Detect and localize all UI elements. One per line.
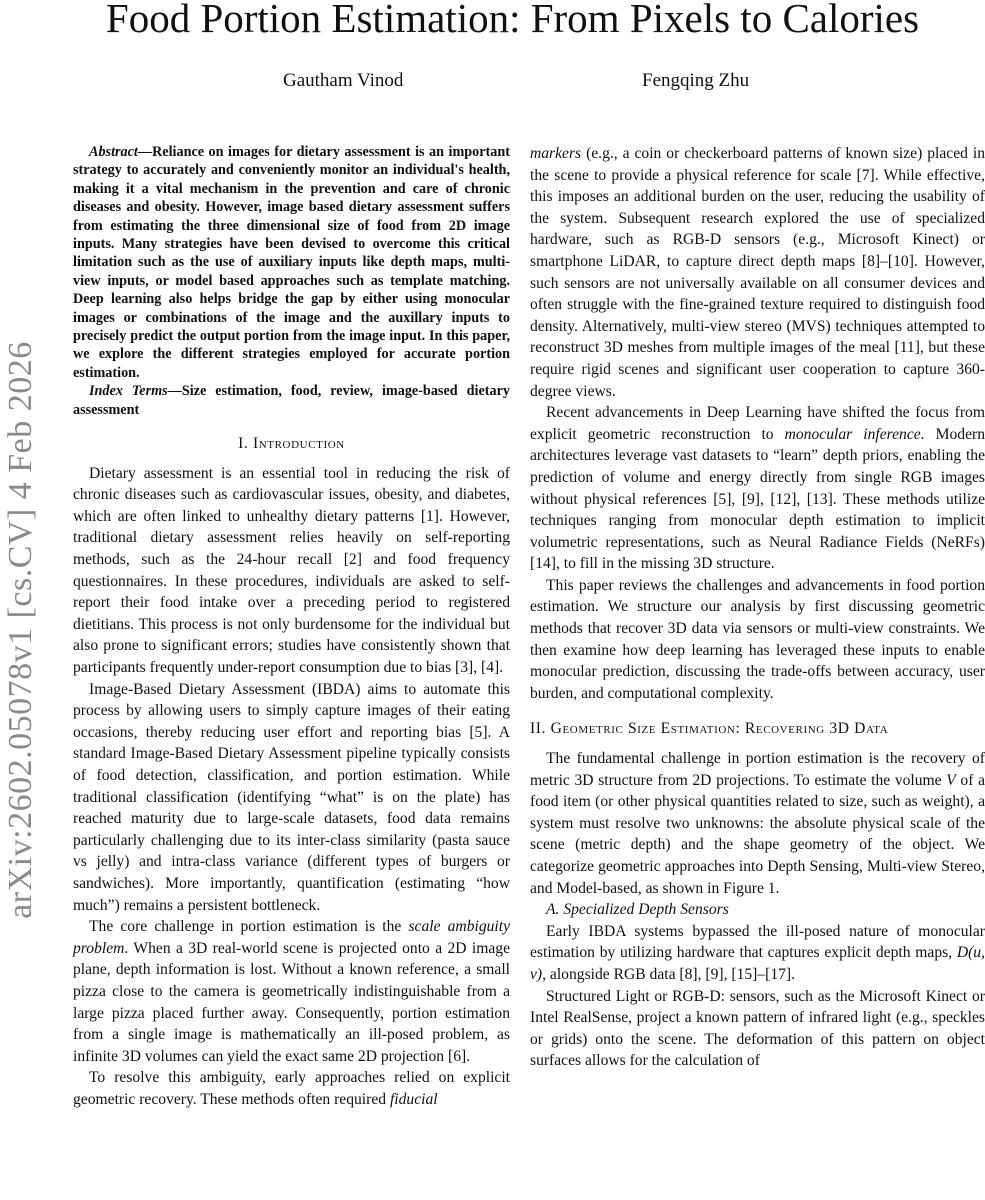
math-depth-map: D(u, v): [530, 944, 985, 983]
index-terms-text: —Size estimation, food, review, image-based dietary assessment: [73, 383, 510, 418]
author-2: Fengqing Zhu: [642, 70, 750, 91]
paragraph: [73, 1067, 510, 1110]
emphasis-fiducial: fiducial: [389, 1090, 438, 1108]
index-terms-label: Index Terms: [89, 383, 168, 400]
paragraph: Structured Light or RGB-D: sensors, such as the Microsoft Kinect or Intel RealSense, project a known pattern of infrared light (e.g., speckles or grids) onto the scene. The deformation of this pattern on object surfaces allows for the calculation of: [530, 987, 985, 1070]
paragraph: [530, 143, 985, 402]
abstract-label: Abstract: [89, 144, 138, 160]
section-heading-geometric: [530, 718, 985, 740]
section-title: Introduction: [252, 435, 345, 453]
paragraph: This paper reviews the challenges and advancements in food portion estimation. We structure our analysis by first discussing geometric methods that recover 3D data via sensors or multi-view constraints. We then examine how deep learning has leveraged these inputs to enable monocular prediction, discussing the trade-offs between accuracy, user burden, and computational complexity.: [530, 576, 985, 702]
paragraph-text: . Modern architectures leverage vast datasets to “learn” depth priors, enabling the prediction of volume and energy directly from single RGB images without physical references [5], [9], [12], [13]. These methods utilize techniques ranging from monocular depth estimation to implicit volumetric representations, such as Neural Radiance Fields (NeRFs) [14], to fill in the missing 3D structure.: [530, 425, 985, 573]
abstract: [73, 143, 510, 382]
paragraph: [73, 916, 510, 1067]
paragraph-text: of a food item (or other physical quantities related to size, such as weight), a system must resolve two unknowns: the absolute physical scale of the scene (metric depth) and the shape geometry of the object. We categorize geometric approaches into Depth Sensing, Multi-view Stereo, and Model-based, as shown in Figure 1.: [530, 771, 985, 897]
abstract-text: —Reliance on images for dietary assessment is an important strategy to accurately and conveniently monitor an individual's health, making it a vital mechanism in the prevention and care of chronic diseases and obesity. However, image based dietary assessment suffers from estimating the three dimensional size of food from 2D image inputs. Many strategies have been devised to overcome this critical limitation such as the use of auxiliary inputs like depth maps, multi-view inputs, or model based approaches such as template matching. Deep learning also helps bridge the gap by either using monocular images or combinations of the image and the auxillary inputs to precisely predict the output portion from the image input. In this paper, we explore the different strategies employed for accurate portion estimation.: [73, 144, 510, 381]
emphasis-monocular-inference: monocular inference: [784, 425, 921, 443]
paragraph: [530, 402, 985, 575]
paragraph-text: To resolve this ambiguity, early approaches relied on explicit geometric recovery. These methods often required: [73, 1069, 510, 1108]
section-number: II.: [530, 720, 551, 738]
author-1: Gautham Vinod: [283, 70, 404, 91]
index-terms: [73, 382, 510, 419]
arxiv-identifier-text: arXiv:2602.05078v1 [cs.CV] 4 Feb 2026: [2, 341, 39, 919]
paragraph-text: The core challenge in portion estimation is the: [89, 918, 409, 936]
paragraph-text: Early IBDA systems bypassed the ill-posed nature of monocular estimation by utilizing hardware that captures explicit depth maps,: [530, 922, 985, 962]
paragraph-text: (e.g., a coin or checkerboard patterns of known size) placed in the scene to provide a physical reference for scale [7]. While effective, this imposes an additional burden on the user, reducing the usability of the system. Subsequent research explored the use of specialized hardware, such as RGB-D sensors (e.g., Microsoft Kinect) or smartphone LiDAR, to capture direct depth maps [8]–[10]. However, such sensors are not universally available on all consumer devices and often struggle with the fine-grained texture required to distinguish food density. Alternatively, multi-view stereo (MVS) techniques attempted to reconstruct 3D meshes from multiple images of the meal [11], but these require rigid scenes and significant user cooperation to capture 360-degree views.: [530, 145, 985, 400]
paragraph: [530, 921, 985, 986]
paragraph: Image-Based Dietary Assessment (IBDA) aims to automate this process by allowing users to simply capture images of their eating occasions, thereby reducing user effort and reporting bias [5]. A standard Image-Based Dietary Assessment pipeline typically consists of food detection, classification, and portion estimation. While traditional classification (identifying “what” is on the plate) has reached maturity due to large-scale datasets, food data remains particularly challenging due to its inter-class similarity (pasta sauce vs jelly) and intra-class variance (different types of burgers or sandwiches). More importantly, quantification (estimating “how much”) remains a persistent bottleneck.: [73, 680, 510, 914]
math-variable-v: V: [946, 771, 956, 789]
paragraph-text: The fundamental challenge in portion estimation is the recovery of metric 3D structure from 2D projections. To estimate the volume: [530, 750, 985, 789]
right-column: [530, 143, 985, 1072]
section-title: Geometric Size Estimation: Recovering 3D Data: [550, 720, 889, 738]
paragraph: Dietary assessment is an essential tool in reducing the risk of chronic diseases such as cardiovascular issues, obesity, and diabetes, which are often linked to unhealthy dietary patterns [1]. However, traditional dietary assessment relies heavily on self-reporting methods, such as the 24-hour recall [2] and food frequency questionnaires. In these procedures, individuals are asked to self-report their food intake over a preceding period to registered dietitians. This process is not only burdensome for the individual but also prone to significant errors; studies have consistently shown that participants frequently under-report consumption due to bias [3], [4].: [73, 464, 510, 677]
paragraph-text: Recent advancements in Deep Learning have shifted the focus from explicit geometric reconstruction to: [530, 404, 985, 443]
paragraph-text: , alongside RGB data [8], [9], [15]–[17].: [542, 965, 796, 983]
section-heading-introduction: [73, 433, 510, 455]
paragraph-text: . When a 3D real-world scene is projected onto a 2D image plane, depth information is lost. Without a known reference, a small pizza close to the camera is geometrically indistinguishable from a large pizza placed further away. Consequently, portion estimation from a single image is mathematically an ill-posed problem, as infinite 3D volumes can yield the exact same 2D projection [6].: [73, 939, 510, 1065]
section-number: I.: [238, 435, 253, 453]
arxiv-identifier-stamp: [2, 310, 40, 950]
left-column: [73, 143, 510, 1111]
emphasis-markers: markers: [530, 145, 582, 162]
emphasis-scale-ambiguity: scale ambiguity problem: [73, 918, 511, 957]
paragraph: [530, 748, 985, 899]
subsection-heading-depth-sensors: A. Specialized Depth Sensors: [546, 901, 729, 919]
paper-title: Food Portion Estimation: From Pixels to Calories: [105, 0, 920, 41]
